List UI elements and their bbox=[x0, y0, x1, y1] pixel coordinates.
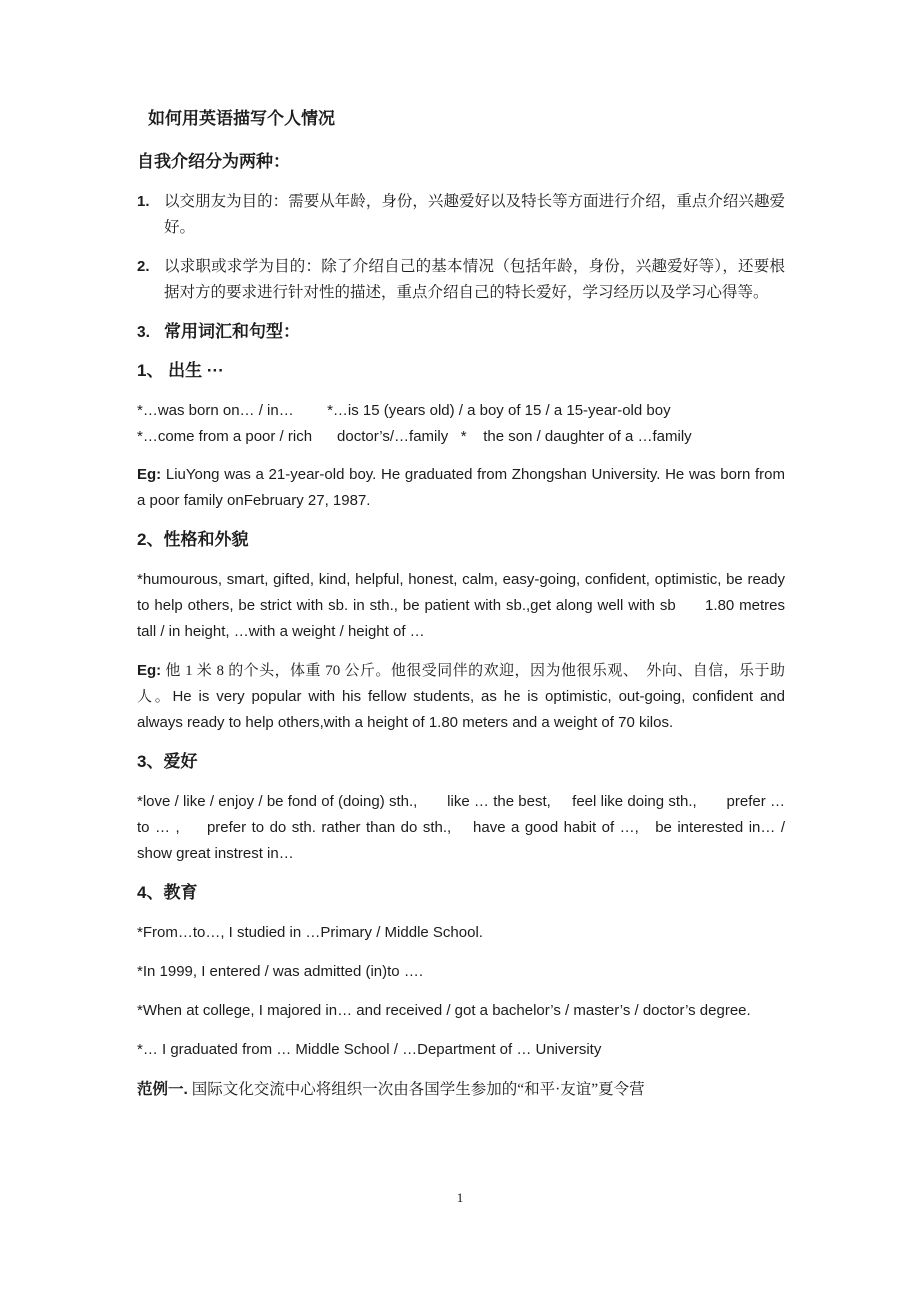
eg-label: Eg: bbox=[137, 466, 162, 483]
intro-heading: 自我介绍分为两种： bbox=[137, 152, 290, 171]
education-pattern-line-4: *… I graduated from … Middle School / …Department of … University bbox=[137, 1041, 602, 1058]
eg-english-text: He is very popular with his fellow students, as he is optimistic, out-going, confident and always ready to help others,with a height of 1.80 meters and a weight of 70 kilos. bbox=[137, 688, 785, 731]
eg-chinese-text: 他 1 米 8 的个头，体重 70 公斤。他很受同伴的欢迎，因为他很乐观、 外向、自信，乐于助人。 bbox=[137, 663, 785, 705]
document-title: 如何用英语描写个人情况 bbox=[148, 109, 335, 128]
education-pattern-line-3: *When at college, I majored in… and received / got a bachelor’s / master’s / doctor’s degree. bbox=[137, 1002, 751, 1019]
hobby-subheading: 3、爱好 bbox=[137, 752, 198, 771]
eg-text: LiuYong was a 21-year-old boy. He graduated from Zhongshan University. He was born from a poor family onFebruary 27, 1987. bbox=[137, 466, 785, 509]
birth-subheading: 1、 出生 ··· bbox=[137, 361, 224, 380]
personality-example-paragraph bbox=[137, 658, 785, 736]
list-number: 1. bbox=[137, 193, 150, 210]
education-pattern-line-2: *In 1999, I entered / was admitted (in)to …. bbox=[137, 963, 423, 980]
hobby-patterns-paragraph: *love / like / enjoy / be fond of (doing) sth., like … the best, feel like doing sth., prefer … to … , prefer to do sth. rather than do sth., have a good habit of …, be interested in… / show great instrest in… bbox=[137, 793, 785, 862]
birth-pattern-line-2: *…come from a poor / rich doctor’s/…family * the son / daughter of a …family bbox=[137, 428, 692, 445]
birth-pattern-line-1: *…was born on… / in… *…is 15 (years old) / a boy of 15 / a 15-year-old boy bbox=[137, 402, 671, 419]
personality-subheading: 2、性格和外貌 bbox=[137, 530, 249, 549]
example-one-text: 国际文化交流中心将组织一次由各国学生参加的“和平·友谊”夏令营 bbox=[187, 1081, 645, 1098]
personality-patterns-paragraph: *humourous, smart, gifted, kind, helpful, honest, calm, easy-going, confident, optimistic, be ready to help others, be strict with sb. in sth., be patient with sb.,get along well with sb 1.80 metres tall / in height, …with a weight / height of … bbox=[137, 571, 785, 640]
page-number: 1 bbox=[456, 1190, 464, 1205]
example-one-label: 范例一. bbox=[137, 1081, 188, 1098]
heading-number: 3. bbox=[137, 324, 150, 341]
document-content bbox=[137, 106, 785, 1103]
example-one-paragraph bbox=[137, 1077, 785, 1103]
birth-example-paragraph bbox=[137, 462, 785, 514]
eg-label: Eg: bbox=[137, 662, 162, 679]
vocab-section-heading bbox=[137, 319, 785, 345]
list-text: 以交朋友为目的：需要从年龄，身份，兴趣爱好以及特长等方面进行介绍，重点介绍兴趣爱好。 bbox=[164, 193, 785, 236]
heading-text: 常用词汇和句型： bbox=[164, 322, 300, 341]
list-number: 2. bbox=[137, 258, 150, 275]
birth-patterns bbox=[137, 398, 785, 450]
purpose-list-item-1 bbox=[137, 189, 785, 241]
education-pattern-line-1: *From…to…, I studied in …Primary / Middle School. bbox=[137, 924, 483, 941]
purpose-list-item-2 bbox=[137, 254, 785, 306]
list-text: 以求职或求学为目的：除了介绍自己的基本情况（包括年龄，身份，兴趣爱好等），还要根据对方的要求进行针对性的描述，重点介绍自己的特长爱好，学习经历以及学习心得等。 bbox=[164, 258, 785, 301]
education-subheading: 4、教育 bbox=[137, 883, 198, 902]
